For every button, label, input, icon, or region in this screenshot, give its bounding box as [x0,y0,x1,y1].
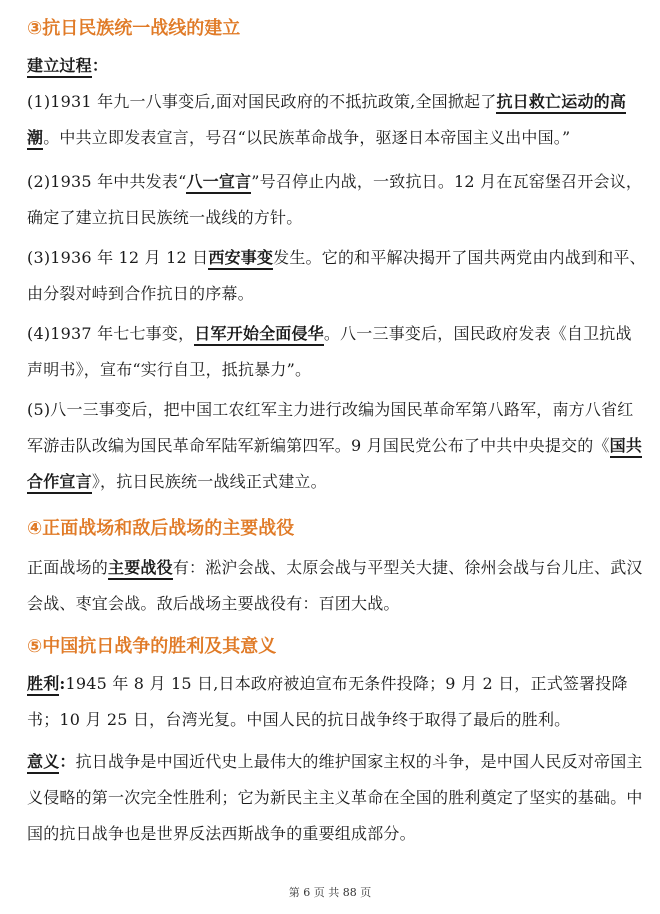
section-title-battles: ④正面战场和敌后战场的主要战役 [27,518,295,539]
victory-text: 1945 年 8 月 15 日,日本政府被迫宣布无条件投降；9 月 2 日，正式签署投降书；10 月 25 日，台湾光复。中国人民的抗日战争终于取得了最后的胜利。 [27,674,628,729]
item-5-text-a: (5)八一三事变后，把中国工农红军主力进行改编为国民革命军第八路军，南方八省红军游击队改编为国民革命军陆军新编第四军。9 月国民党公布了中共中央提交的《 [27,400,634,455]
paragraph-item-5 [27,392,647,500]
item-2-text-a: (2)1935 年中共发表“ [27,172,187,191]
meaning-colon: ： [59,752,76,771]
item-3-text-b: 发生。它的和平解决揭开了国共两党由内战到和平、由分裂对峙到合作抗日的序幕。 [27,248,646,303]
paragraph-meaning [27,744,647,852]
page-number-footer: 第 6 页 共 88 页 [288,886,372,899]
subheading-process [27,48,647,84]
victory-label: 胜利 [27,674,59,696]
paragraph-battles [27,550,647,622]
battles-text-b: 有：淞沪会战、太原会战与平型关大捷、徐州会战与台儿庄、武汉会战、枣宜会战。敌后战场主要战役有：百团大战。 [27,558,643,613]
item-5-keyword: 国共合作宣言 [27,436,642,494]
item-5-text-b: 》，抗日民族统一战线正式建立。 [91,472,327,491]
paragraph-item-4 [27,316,647,388]
process-colon: ： [91,56,109,75]
meaning-text: 抗日战争是中国近代史上最伟大的维护国家主权的斗争，是中国人民反对帝国主义侵略的第一次完全性胜利；它为新民主主义革命在全国的胜利奠定了坚实的基础。中国的抗日战争也是世界反法西斯战争的重要组成部分。 [27,752,643,843]
item-4-text-b: 。八一三事变后，国民政府发表《自卫抗战声明书》，宣布“实行自卫，抵抗暴力”。 [27,324,632,379]
item-2-keyword: 八一宣言 [186,172,251,194]
paragraph-item-2 [27,164,647,236]
item-1-text-a: (1)1931 年九一八事变后,面对国民政府的不抵抗政策,全国掀起了 [27,92,497,111]
paragraph-item-3 [27,240,647,312]
section-title-victory: ⑤中国抗日战争的胜利及其意义 [27,636,277,657]
item-2-text-b: ”号召停止内战，一致抗日。12 月在瓦窑堡召开会议，确定了建立抗日民族统一战线的方针。 [27,172,643,227]
item-3-text-a: (3)1936 年 12 月 12 日 [27,248,209,267]
victory-colon: : [59,674,66,693]
item-3-keyword: 西安事变 [208,248,273,270]
item-1-text-b: 。中共立即发表宣言，号召“以民族革命战争，驱逐日本帝国主义出中国。” [43,128,571,147]
item-1-keyword: 抗日救亡运动的高潮 [27,92,626,150]
battles-keyword: 主要战役 [108,558,173,580]
paragraph-victory [27,666,647,738]
meaning-label: 意义 [27,752,59,774]
process-label: 建立过程 [27,56,92,78]
item-4-text-a: (4)1937 年七七事变， [27,324,195,343]
section-title-united-front: ③抗日民族统一战线的建立 [27,18,241,39]
battles-text-a: 正面战场的 [27,558,109,577]
paragraph-item-1 [27,84,647,156]
item-4-keyword: 日军开始全面侵华 [194,324,324,346]
